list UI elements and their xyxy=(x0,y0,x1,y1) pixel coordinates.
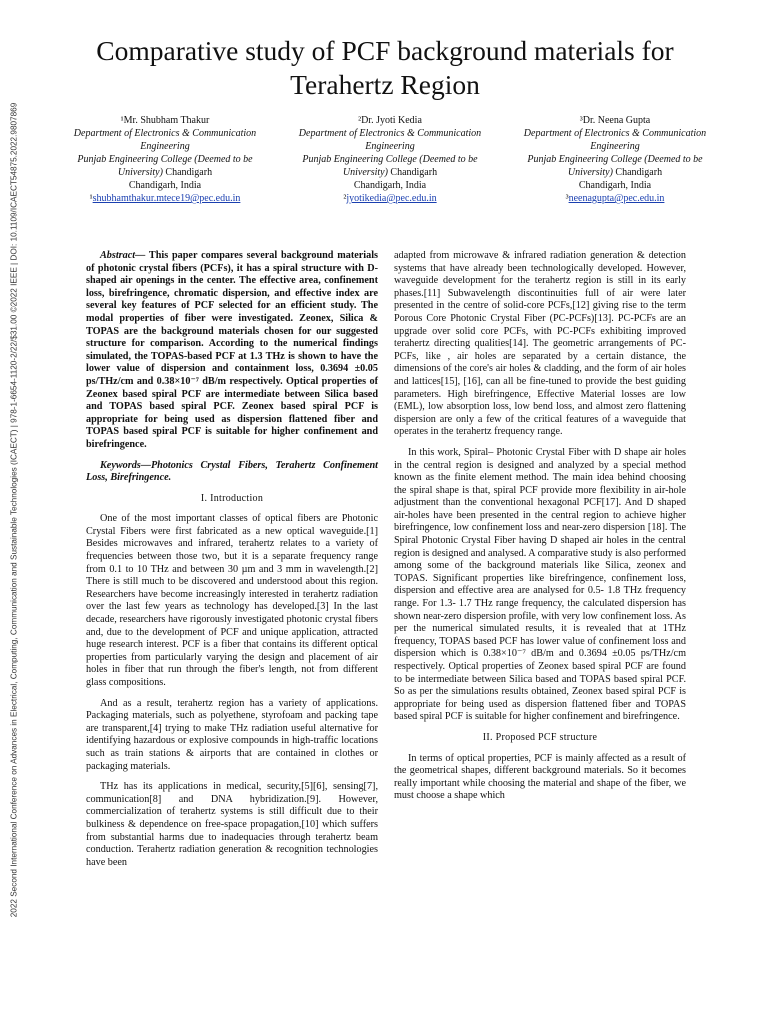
author-3 xyxy=(510,114,720,205)
body-paragraph: And as a result, terahertz region has a variety of applications. Packaging materials, such as polyethene, styrofoam and packing tape are transparent,[4] trying to make THz radiation useful alternative for identifying hazardous or explosive compounds in high-traffic locations such as train stations & airports that are contained in clothes or packaging materials. xyxy=(86,697,378,772)
keywords-text: Photonics Crystal Fibers, Terahertz Confinement Loss, Birefringence. xyxy=(86,459,378,484)
section-heading-introduction: I. Introduction xyxy=(200,492,264,504)
author-college: Punjab Engineering College (Deemed to be University) xyxy=(77,154,253,178)
author-email-link[interactable]: jyotikedia@pec.edu.in xyxy=(346,193,437,204)
abstract-text: This paper compares several background materials of photonic crystal fibers (PCFs), it has a spiral structure with D-shaped air openings in the center. The effective area, confinement loss, birefringence, chromatic dispersion, and effective index are several key features of PCF selected for an efficient study. The modal properties of fiber were investigated. Zeonex, Silica & TOPAS are the background materials chosen for our suggested structure for comparison. According to the numerical findings simulated, the TOPAS-based PCF at 1.3 THz is shown to have the lower value of dispersion and containment loss, 0.3694 ±0.05 ps/THz/cm and 0.38×10⁻⁷ dB/m respectively. Optical properties of Zeonex based spiral PCF are intermediate between Silica based and TOPAS based spiral PCF. Zeonex based spiral PCF is appropriate for being used as dispersion flattened fiber and TOPAS based spiral PCF is suitable for higher confinement and birefringence. xyxy=(86,250,378,450)
author-email-link[interactable]: shubhamthakur.mtece19@pec.edu.in xyxy=(92,193,241,204)
section-heading-proposed-structure: II. Proposed PCF structure xyxy=(482,731,598,743)
author-1 xyxy=(60,114,270,205)
keywords-label: Keywords— xyxy=(100,459,151,471)
author-email-index: ² xyxy=(343,193,347,204)
author-city: Chandigarh xyxy=(612,167,663,178)
author-location: Chandigarh, India xyxy=(128,180,202,191)
author-city: Chandigarh xyxy=(162,167,213,178)
doi-sidebar xyxy=(6,20,22,1000)
author-name: ¹Mr. Shubham Thakur xyxy=(120,115,210,126)
author-college: Punjab Engineering College (Deemed to be University) xyxy=(527,154,703,178)
author-location: Chandigarh, India xyxy=(353,180,427,191)
right-column xyxy=(394,250,686,811)
left-column xyxy=(86,250,378,877)
abstract-label: Abstract— xyxy=(100,250,146,261)
author-name: ³Dr. Neena Gupta xyxy=(579,115,651,126)
author-department: Department of Electronics & Communication Engineering xyxy=(298,128,482,152)
author-city: Chandigarh xyxy=(387,167,438,178)
author-email-index: ³ xyxy=(565,193,569,204)
author-department: Department of Electronics & Communication Engineering xyxy=(73,128,257,152)
body-paragraph: THz has its applications in medical, security,[5][6], sensing[7], communication[8] and DNA hybridization.[9]. However, commercialization of terahertz systems is still difficult due to their bulkiness & dependence on free-space propagation,[10] which suffers from substantial harms due to inadequacies through terahertz beam conduction. Terahertz radiation generation & recognition technologies have been xyxy=(86,781,378,868)
author-email-link[interactable]: neenagupta@pec.edu.in xyxy=(568,193,665,204)
author-email-index: ¹ xyxy=(89,193,93,204)
author-location: Chandigarh, India xyxy=(578,180,652,191)
body-paragraph: One of the most important classes of optical fibers are Photonic Crystal Fibers were first fabricated as a new optical waveguide.[1] Besides microwaves and infrared, terahertz relates to a variety of frequencies between those two, but it is a separate frequency range from 0.1 to 10 THz and between 30 µm and 3 mm in wavelength.[2] There is still much to be discovered and understood about this region. Researchers have become increasingly interested in terahertz radiation over the last few years as technology has developed.[3] In the last decade, researchers have rigorously investigated photonic crystal fibers and, due to the development of PCF and unique application, attracted huge research interest. PCF is a fiber that contains its different optical properties from particularly varying the design and placement of air holes in fiber that run through the fiber's length, not from different glass compositions. xyxy=(86,513,378,688)
keywords xyxy=(86,460,378,485)
body-paragraph: In terms of optical properties, PCF is mainly affected as a result of the geometrical shapes, different background materials. So it becomes really important while choosing the material and shape of the fiber, we must choose a shape which xyxy=(394,752,686,802)
body-paragraph: In this work, Spiral– Photonic Crystal Fiber with D shape air holes in the central region is designed and analyzed by a special method known as the finite element method. The main idea behind choosing the spiral shape is that, spiral PCF provide more flexibility in air-hole adjustment than the conventional hexagonal PCF[17]. And D shaped air-holes have been presented in the central region to achieve higher birefringence, low confinement loss and near-zero dispersion [18]. The Spiral Photonic Crystal Fiber having D shaped air holes in the central region is designed and analysed. A comparative study is also performed among some of the background materials like Silica, zeonex and TOPAS. Significant properties like birefringence, confinement loss, dispersion and effective area are analysed for 0.5- 1.8 THz frequency range. For 1.3- 1.7 THz range frequency, the calculated dispersion has shown near-zero dispersion profile, with very low confinement loss. As per the numerical simulated results, it is revealed that at 1THz frequency, TOPAS based PCF has lower value of confinement loss and dispersion which is 0.38×10⁻⁷ dB/m and 0.3694 ±0.05 ps/THz/cm respectively. Optical properties of Zeonex based spiral PCF are found to be intermediate between Silica based and TOPAS based spiral PCF. So as per the simulations results obtained, Zeonex based spiral PCF is appropriate for being used as dispersion flattened fiber and TOPAS based spiral PCF is suitable for higher confinement and birefringence. xyxy=(394,446,686,723)
doi-sidebar-text: 2022 Second International Conference on Advances in Electrical, Computing, Communication and Sustainable Technologies (ICAECT) | 978-1-6654-1120-2/22/$31.00 ©2022 IEEE | DOI: 10.1109/ICAECT54875.2022.9807869 xyxy=(9,102,19,918)
author-department: Department of Electronics & Communication Engineering xyxy=(523,128,707,152)
author-college: Punjab Engineering College (Deemed to be University) xyxy=(302,154,478,178)
author-block xyxy=(60,114,720,205)
paper-title: Comparative study of PCF background materials for Terahertz Region xyxy=(96,35,674,100)
author-name: ²Dr. Jyoti Kedia xyxy=(358,115,422,126)
body-paragraph: adapted from microwave & infrared radiation generation & detection systems that have already been technologically developed. However, waveguide development for the terahertz region is still in its early phases.[11] Subwavelength discontinuities full of air were later presented in the centre of solid-core PCFs,[12] giving rise to the term Porous Core Photonic Crystal Fiber (PC-PCFs)[13]. PC-PCFs are an upgrade over solid core PCFs, with PC-PCFs exhibiting improved terahertz directing qualities[14]. The geometric arrangements of PC-PCFs, like , air holes are separated by a certain distance, the dimensions of the core's air holes & cladding, and the form of air holes and lattices[15], [16], can all be fine-tuned to provide the best guiding parameters. High birefringence, Effective Material losses are low (EML), low absorption loss, low bend loss, and almost zero flattening dispersion are only a few of the critical features of a waveguide that operates in the terahertz frequency range. xyxy=(394,250,686,438)
abstract xyxy=(86,250,378,452)
author-2 xyxy=(285,114,495,205)
